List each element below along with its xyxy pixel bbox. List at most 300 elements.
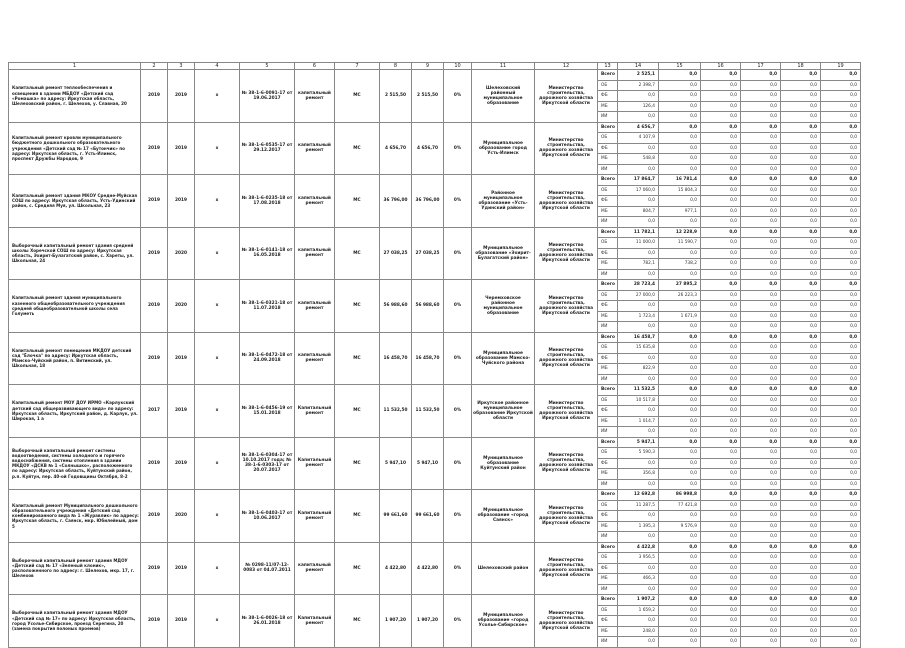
funding-value: 0,0 xyxy=(701,164,741,175)
funding-value: 0,0 xyxy=(781,248,821,259)
funding-value: 0,0 xyxy=(659,385,701,396)
funding-value: 0,0 xyxy=(741,490,781,501)
funding-value: 0,0 xyxy=(701,290,741,301)
funding-value: 0,0 xyxy=(618,479,659,490)
start-year: 2019 xyxy=(141,542,168,595)
end-year: 2019 xyxy=(168,385,195,438)
form-code: МС xyxy=(335,490,380,543)
capacity-cell: х xyxy=(195,385,240,438)
funding-value: 0,0 xyxy=(701,217,741,228)
funding-value: 0,0 xyxy=(701,437,741,448)
owner-municipality: Муниципальное образование «город Саянск» xyxy=(472,490,535,543)
funding-source-label: ОБ xyxy=(598,605,618,616)
header-cell: 14 xyxy=(618,63,659,70)
funding-value: 0,0 xyxy=(821,437,861,448)
work-type: Капитальный ремонт xyxy=(295,490,335,543)
funding-value: 0,0 xyxy=(821,80,861,91)
project-description: Капитальный ремонт кровли муниципального бюджетного дошкольного образовательного учреждения «Детский сад № 17 «Бутончик» по адресу: Иркутская область, г. Усть-Илимск, проспект Дружбы Народов, 9 xyxy=(9,122,141,175)
funding-value: 0,0 xyxy=(781,185,821,196)
work-type: Капитальный ремонт xyxy=(295,595,335,648)
responsible-ministry: Министерство строительства, дорожного хозяйства Иркутской области xyxy=(535,227,598,280)
funding-value: 0,0 xyxy=(821,301,861,312)
funding-value: 0,0 xyxy=(701,616,741,627)
funding-value: 0,0 xyxy=(741,227,781,238)
funding-value: 0,0 xyxy=(701,91,741,102)
funding-value: 0,0 xyxy=(659,122,701,133)
funding-value: 4 107,9 xyxy=(618,133,659,144)
funding-source-label: Всего xyxy=(598,175,618,186)
remaining-cost: 16 458,70 xyxy=(412,332,444,385)
funding-value: 0,0 xyxy=(659,154,701,165)
funding-value: 0,0 xyxy=(781,626,821,637)
funding-value: 0,0 xyxy=(741,133,781,144)
responsible-ministry: Министерство строительства, дорожного хозяйства Иркутской области xyxy=(535,385,598,438)
funding-value: 0,0 xyxy=(821,248,861,259)
funding-source-label: ОБ xyxy=(598,343,618,354)
funding-value: 0,0 xyxy=(618,196,659,207)
funding-value: 0,0 xyxy=(781,133,821,144)
funding-source-label: МБ xyxy=(598,154,618,165)
funding-value: 0,0 xyxy=(741,521,781,532)
funding-value: 0,0 xyxy=(781,637,821,648)
funding-source-label: Всего xyxy=(598,490,618,501)
funding-value: 0,0 xyxy=(741,511,781,522)
end-year: 2020 xyxy=(168,280,195,333)
responsible-ministry: Министерство строительства, дорожного хозяйства Иркутской области xyxy=(535,70,598,123)
estimated-cost: 2 515,50 xyxy=(380,70,412,123)
funding-value: 0,0 xyxy=(659,532,701,543)
readiness-percent: 0% xyxy=(444,490,472,543)
funding-source-label: Всего xyxy=(598,595,618,606)
estimated-cost: 1 907,20 xyxy=(380,595,412,648)
funding-value: 1 395,3 xyxy=(618,521,659,532)
work-type: капитальный ремонт xyxy=(295,280,335,333)
readiness-percent: 0% xyxy=(444,595,472,648)
funding-value: 16 458,7 xyxy=(618,332,659,343)
readiness-percent: 0% xyxy=(444,70,472,123)
funding-value: 0,0 xyxy=(701,469,741,480)
funding-value: 0,0 xyxy=(701,269,741,280)
funding-value: 0,0 xyxy=(821,637,861,648)
expertise-ref: № 38-1-6-0026-18 от 26.01.2018 xyxy=(240,595,295,648)
funding-source-label: ОБ xyxy=(598,290,618,301)
funding-value: 0,0 xyxy=(741,80,781,91)
funding-value: 5 590,3 xyxy=(618,448,659,459)
funding-value: 0,0 xyxy=(781,154,821,165)
funding-value: 11 000,0 xyxy=(618,238,659,249)
funding-value: 11 532,5 xyxy=(618,385,659,396)
funding-value: 0,0 xyxy=(741,364,781,375)
project-total-row xyxy=(9,280,861,291)
expertise-ref: № 38-1-6-0535-17 от 29.12.2017 xyxy=(240,122,295,175)
funding-value: 0,0 xyxy=(701,605,741,616)
project-total-row xyxy=(9,490,861,501)
project-total-row xyxy=(9,385,861,396)
form-code: МС xyxy=(335,437,380,490)
funding-value: 3 956,5 xyxy=(618,553,659,564)
project-description: Капитальный ремонт помещения МКДОУ детский сад "Ёлочка" по адресу: Иркутская область, Мамско-Чуйский район, п. Витимский, ул. Школьная, 18 xyxy=(9,332,141,385)
investment-table xyxy=(8,62,861,648)
funding-value: 0,0 xyxy=(781,469,821,480)
funding-source-label: МБ xyxy=(598,521,618,532)
funding-value: 0,0 xyxy=(701,280,741,291)
funding-value: 0,0 xyxy=(821,353,861,364)
funding-value: 0,0 xyxy=(701,206,741,217)
funding-value: 0,0 xyxy=(741,542,781,553)
funding-value: 0,0 xyxy=(781,269,821,280)
funding-value: 0,0 xyxy=(821,175,861,186)
capacity-cell: х xyxy=(195,70,240,123)
remaining-cost: 99 661,60 xyxy=(412,490,444,543)
funding-value: 0,0 xyxy=(781,311,821,322)
estimated-cost: 5 947,10 xyxy=(380,437,412,490)
funding-value: 548,8 xyxy=(618,154,659,165)
expertise-ref: № 0298-11/07-12-0083 от 04.07.2011 xyxy=(240,542,295,595)
funding-source-label: ФБ xyxy=(598,196,618,207)
work-type: капитальный ремонт xyxy=(295,175,335,228)
start-year: 2017 xyxy=(141,385,168,438)
funding-value: 0,0 xyxy=(781,122,821,133)
funding-value: 0,0 xyxy=(821,238,861,249)
funding-value: 0,0 xyxy=(781,353,821,364)
funding-value: 0,0 xyxy=(821,563,861,574)
funding-source-label: МБ xyxy=(598,101,618,112)
capacity-cell: х xyxy=(195,175,240,228)
funding-source-label: ОБ xyxy=(598,80,618,91)
funding-value: 0,0 xyxy=(659,143,701,154)
funding-value: 9 576,9 xyxy=(659,521,701,532)
responsible-ministry: Министерство строительства, дорожного хозяйства Иркутской области xyxy=(535,595,598,648)
funding-source-label: ФБ xyxy=(598,458,618,469)
funding-source-label: ИИ xyxy=(598,269,618,280)
work-type: Капитальный ремонт xyxy=(295,437,335,490)
project-total-row xyxy=(9,175,861,186)
readiness-percent: 0% xyxy=(444,542,472,595)
responsible-ministry: Министерство строительства, дорожного хозяйства Иркутской области xyxy=(535,280,598,333)
funding-value: 0,0 xyxy=(781,301,821,312)
funding-value: 0,0 xyxy=(821,91,861,102)
remaining-cost: 36 796,00 xyxy=(412,175,444,228)
work-type: капитальный ремонт xyxy=(295,542,335,595)
funding-source-label: МБ xyxy=(598,259,618,270)
funding-value: 0,0 xyxy=(701,101,741,112)
funding-value: 0,0 xyxy=(659,112,701,123)
funding-source-label: МБ xyxy=(598,416,618,427)
form-code: МС xyxy=(335,595,380,648)
funding-value: 16 781,4 xyxy=(659,175,701,186)
funding-source-label: ИИ xyxy=(598,374,618,385)
funding-value: 0,0 xyxy=(741,196,781,207)
header-cell: 5 xyxy=(240,63,295,70)
funding-value: 0,0 xyxy=(618,322,659,333)
funding-value: 0,0 xyxy=(701,406,741,417)
funding-value: 0,0 xyxy=(741,479,781,490)
funding-value: 27 895,2 xyxy=(659,280,701,291)
funding-value: 0,0 xyxy=(618,164,659,175)
funding-value: 0,0 xyxy=(659,626,701,637)
funding-source-label: ФБ xyxy=(598,301,618,312)
funding-value: 0,0 xyxy=(741,301,781,312)
funding-value: 0,0 xyxy=(701,637,741,648)
remaining-cost: 4 422,80 xyxy=(412,542,444,595)
funding-value: 0,0 xyxy=(701,185,741,196)
capacity-cell: х xyxy=(195,595,240,648)
project-total-row xyxy=(9,542,861,553)
funding-value: 0,0 xyxy=(781,322,821,333)
funding-source-label: ИИ xyxy=(598,322,618,333)
work-type: капитальный ремонт xyxy=(295,122,335,175)
owner-municipality: Муниципальное образование Куйтунский район xyxy=(472,437,535,490)
funding-value: 0,0 xyxy=(781,91,821,102)
funding-value: 0,0 xyxy=(741,122,781,133)
funding-value: 0,0 xyxy=(741,427,781,438)
funding-value: 11 287,5 xyxy=(618,500,659,511)
funding-value: 0,0 xyxy=(618,458,659,469)
funding-value: 0,0 xyxy=(821,500,861,511)
funding-value: 0,0 xyxy=(781,80,821,91)
funding-value: 0,0 xyxy=(741,500,781,511)
funding-source-label: ФБ xyxy=(598,248,618,259)
funding-value: 0,0 xyxy=(701,143,741,154)
funding-value: 0,0 xyxy=(659,553,701,564)
start-year: 2019 xyxy=(141,227,168,280)
funding-source-label: ОБ xyxy=(598,500,618,511)
funding-source-label: Всего xyxy=(598,542,618,553)
funding-value: 0,0 xyxy=(741,175,781,186)
funding-value: 0,0 xyxy=(741,584,781,595)
owner-municipality: Муниципальное образование город Усть-Илимск xyxy=(472,122,535,175)
funding-value: 0,0 xyxy=(821,385,861,396)
funding-value: 0,0 xyxy=(821,521,861,532)
end-year: 2020 xyxy=(168,227,195,280)
funding-value: 1 014,7 xyxy=(618,416,659,427)
funding-source-label: Всего xyxy=(598,122,618,133)
funding-value: 1 907,2 xyxy=(618,595,659,606)
funding-value: 0,0 xyxy=(781,511,821,522)
expertise-ref: № 38-1-6-0456-19 от 15.01.2018 xyxy=(240,385,295,438)
funding-source-label: ИИ xyxy=(598,217,618,228)
header-cell: 11 xyxy=(472,63,535,70)
funding-source-label: ИИ xyxy=(598,427,618,438)
funding-value: 0,0 xyxy=(781,416,821,427)
funding-value: 0,0 xyxy=(701,416,741,427)
funding-value: 0,0 xyxy=(741,91,781,102)
form-code: МС xyxy=(335,175,380,228)
responsible-ministry: Министерство строительства, дорожного хозяйства Иркутской области xyxy=(535,332,598,385)
project-description: Капитальный ремонт здания муниципального казенного общеобразовательного учреждения средней общеобразовательной школы села Голуметь xyxy=(9,280,141,333)
funding-value: 0,0 xyxy=(741,553,781,564)
funding-value: 0,0 xyxy=(701,259,741,270)
funding-value: 0,0 xyxy=(781,206,821,217)
funding-value: 0,0 xyxy=(821,290,861,301)
estimated-cost: 56 988,60 xyxy=(380,280,412,333)
project-total-row xyxy=(9,595,861,606)
funding-value: 0,0 xyxy=(741,343,781,354)
funding-value: 0,0 xyxy=(781,196,821,207)
owner-municipality: Муниципальное образование «Эхирит-Булагатский район» xyxy=(472,227,535,280)
funding-source-label: ИИ xyxy=(598,637,618,648)
funding-value: 0,0 xyxy=(701,311,741,322)
remaining-cost: 4 656,70 xyxy=(412,122,444,175)
work-type: Капитальный ремонт xyxy=(295,385,335,438)
funding-value: 0,0 xyxy=(821,553,861,564)
funding-value: 0,0 xyxy=(821,532,861,543)
estimated-cost: 16 458,70 xyxy=(380,332,412,385)
funding-value: 466,3 xyxy=(618,574,659,585)
funding-value: 0,0 xyxy=(821,196,861,207)
funding-value: 0,0 xyxy=(659,427,701,438)
funding-value: 0,0 xyxy=(701,248,741,259)
end-year: 2019 xyxy=(168,332,195,385)
funding-source-label: Всего xyxy=(598,70,618,81)
funding-value: 0,0 xyxy=(618,616,659,627)
funding-value: 0,0 xyxy=(781,448,821,459)
funding-value: 0,0 xyxy=(821,332,861,343)
project-description: Выборочный капитальный ремонт системы водоотведения, системы холодного и горячего водоснабжения, системы отопления в здании МКДОУ «ДСКВ № 1 «Солнышко», расположенного по адресу: Иркутская область, Куйтунский район, р.п. Куйтун, пер. 40-ой Годовщины Октября, 8-2 xyxy=(9,437,141,490)
funding-value: 0,0 xyxy=(741,605,781,616)
funding-value: 0,0 xyxy=(701,343,741,354)
header-cell: 13 xyxy=(598,63,618,70)
funding-source-label: ОБ xyxy=(598,238,618,249)
funding-source-label: МБ xyxy=(598,311,618,322)
funding-value: 0,0 xyxy=(821,154,861,165)
funding-value: 0,0 xyxy=(741,574,781,585)
funding-value: 0,0 xyxy=(741,437,781,448)
readiness-percent: 0% xyxy=(444,122,472,175)
start-year: 2019 xyxy=(141,437,168,490)
funding-value: 1 659,2 xyxy=(618,605,659,616)
funding-value: 0,0 xyxy=(701,532,741,543)
funding-value: 0,0 xyxy=(659,395,701,406)
project-total-row xyxy=(9,332,861,343)
funding-value: 15 804,3 xyxy=(659,185,701,196)
funding-value: 0,0 xyxy=(701,448,741,459)
funding-value: 0,0 xyxy=(781,112,821,123)
funding-value: 0,0 xyxy=(701,626,741,637)
form-code: МС xyxy=(335,70,380,123)
project-description: Выборочный капитальный ремонт здания МДОУ «Детский сад № 17 «Зеленый клоник», расположенного по адресу: г. Шелехов, мкр. 17, г. Шелехов xyxy=(9,542,141,595)
funding-value: 2 525,1 xyxy=(618,70,659,81)
funding-value: 27 000,0 xyxy=(618,290,659,301)
header-cell: 7 xyxy=(335,63,380,70)
funding-value: 126,4 xyxy=(618,101,659,112)
funding-value: 0,0 xyxy=(821,133,861,144)
form-code: МС xyxy=(335,542,380,595)
funding-value: 0,0 xyxy=(821,479,861,490)
funding-source-label: ИИ xyxy=(598,112,618,123)
funding-value: 0,0 xyxy=(618,584,659,595)
funding-value: 0,0 xyxy=(741,374,781,385)
funding-value: 0,0 xyxy=(781,616,821,627)
end-year: 2020 xyxy=(168,490,195,543)
header-cell: 8 xyxy=(380,63,412,70)
funding-source-label: ОБ xyxy=(598,133,618,144)
expertise-ref: № 38-1-6-0304-17 от 10.10.2017 года; № 38-1-6-0303-17 от 20.07.2017 xyxy=(240,437,295,490)
funding-value: 0,0 xyxy=(781,437,821,448)
funding-value: 0,0 xyxy=(701,70,741,81)
funding-value: 0,0 xyxy=(821,259,861,270)
funding-value: 356,8 xyxy=(618,469,659,480)
end-year: 2019 xyxy=(168,542,195,595)
project-total-row xyxy=(9,227,861,238)
funding-value: 0,0 xyxy=(659,322,701,333)
funding-source-label: ОБ xyxy=(598,553,618,564)
funding-value: 0,0 xyxy=(701,563,741,574)
funding-value: 0,0 xyxy=(701,542,741,553)
work-type: капитальный ремонт xyxy=(295,70,335,123)
funding-value: 0,0 xyxy=(741,332,781,343)
capacity-cell: х xyxy=(195,227,240,280)
funding-value: 0,0 xyxy=(701,511,741,522)
funding-value: 0,0 xyxy=(659,101,701,112)
funding-value: 0,0 xyxy=(821,322,861,333)
capacity-cell: х xyxy=(195,122,240,175)
funding-value: 0,0 xyxy=(741,248,781,259)
header-cell: 15 xyxy=(659,63,701,70)
responsible-ministry: Министерство строительства, дорожного хозяйства Иркутской области xyxy=(535,437,598,490)
funding-value: 5 947,1 xyxy=(618,437,659,448)
funding-value: 0,0 xyxy=(659,416,701,427)
funding-value: 0,0 xyxy=(781,227,821,238)
funding-value: 0,0 xyxy=(821,122,861,133)
funding-value: 0,0 xyxy=(618,112,659,123)
funding-source-label: ИИ xyxy=(598,532,618,543)
remaining-cost: 5 947,10 xyxy=(412,437,444,490)
funding-value: 0,0 xyxy=(821,458,861,469)
funding-value: 0,0 xyxy=(821,448,861,459)
funding-value: 0,0 xyxy=(701,154,741,165)
header-cell: 10 xyxy=(444,63,472,70)
owner-municipality: Муниципальное образование Мамско-Чуйского района xyxy=(472,332,535,385)
funding-value: 0,0 xyxy=(659,269,701,280)
funding-value: 1 723,4 xyxy=(618,311,659,322)
funding-value: 0,0 xyxy=(741,416,781,427)
start-year: 2019 xyxy=(141,332,168,385)
funding-value: 0,0 xyxy=(741,206,781,217)
funding-value: 0,0 xyxy=(821,280,861,291)
funding-value: 0,0 xyxy=(821,101,861,112)
header-cell: 1 xyxy=(9,63,141,70)
funding-source-label: Всего xyxy=(598,385,618,396)
funding-value: 77 421,8 xyxy=(659,500,701,511)
funding-value: 0,0 xyxy=(781,101,821,112)
funding-value: 0,0 xyxy=(701,595,741,606)
owner-municipality: Муниципальное образование «город Усолье-Сибирское» xyxy=(472,595,535,648)
funding-value: 28 723,4 xyxy=(618,280,659,291)
funding-value: 17 864,7 xyxy=(618,175,659,186)
funding-value: 0,0 xyxy=(701,301,741,312)
funding-value: 0,0 xyxy=(741,280,781,291)
funding-value: 0,0 xyxy=(701,353,741,364)
funding-value: 86 998,8 xyxy=(659,490,701,501)
funding-value: 0,0 xyxy=(701,196,741,207)
remaining-cost: 56 988,60 xyxy=(412,280,444,333)
readiness-percent: 0% xyxy=(444,437,472,490)
start-year: 2019 xyxy=(141,70,168,123)
funding-value: 0,0 xyxy=(821,343,861,354)
funding-value: 0,0 xyxy=(701,322,741,333)
funding-value: 0,0 xyxy=(741,311,781,322)
funding-value: 12 692,8 xyxy=(618,490,659,501)
owner-municipality: Черемховское районное муниципальное образование xyxy=(472,280,535,333)
responsible-ministry: Министерство строительства, дорожного хозяйства Иркутской области xyxy=(535,542,598,595)
header-cell: 2 xyxy=(141,63,168,70)
funding-value: 0,0 xyxy=(781,332,821,343)
end-year: 2019 xyxy=(168,122,195,175)
funding-value: 0,0 xyxy=(821,217,861,228)
funding-source-label: ФБ xyxy=(598,511,618,522)
project-description: Выборочный капитальный ремонт здания МДОУ «Детский сад № 17» по адресу: Иркутская область, город Усолье-Сибирское, проезд Серегина, 20 (замена покрытия полоных проемов) xyxy=(9,595,141,648)
